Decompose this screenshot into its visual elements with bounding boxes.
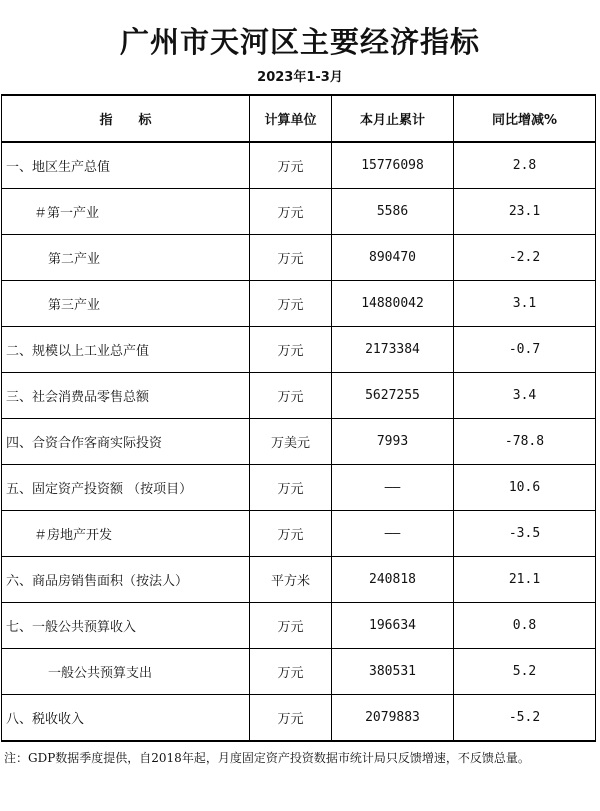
unit-cell: 平方米 [250,557,332,603]
cumulative-value: 380531 [332,649,454,695]
cumulative-value: —— [332,465,454,511]
unit-cell: 万元 [250,511,332,557]
yoy-change-value: 2.8 [454,142,596,189]
yoy-change-value: 5.2 [454,649,596,695]
indicator-table [1,94,596,742]
yoy-change-value: 3.1 [454,281,596,327]
indicator-name: ＃第一产业 [2,189,250,235]
indicator-name: 第三产业 [2,281,250,327]
footnote: 注：GDP数据季度提供，自2018年起，月度固定资产投资数据市统计局只反馈增速，不反馈总量。 [4,751,530,765]
table-header-row [2,95,596,142]
unit-cell: 万元 [250,373,332,419]
unit-cell: 万元 [250,649,332,695]
table-row [2,511,596,557]
cumulative-value: 14880042 [332,281,454,327]
header-indicator: 指 标 [2,95,250,142]
yoy-change-value: 3.4 [454,373,596,419]
indicator-name: 二、规模以上工业总产值 [2,327,250,373]
indicator-name: 一般公共预算支出 [2,649,250,695]
page-title: 广州市天河区主要经济指标 [119,25,480,59]
indicator-name: 六、商品房销售面积（按法人） [2,557,250,603]
table-row [2,695,596,742]
table-row [2,281,596,327]
yoy-change-value: 23.1 [454,189,596,235]
table-row [2,235,596,281]
indicator-name: 五、固定资产投资额 （按项目） [2,465,250,511]
yoy-change-value: -78.8 [454,419,596,465]
cumulative-value: 2079883 [332,695,454,742]
header-yoy-change: 同比增减% [454,95,596,142]
unit-cell: 万元 [250,327,332,373]
yoy-change-value: 0.8 [454,603,596,649]
yoy-change-value: -0.7 [454,327,596,373]
unit-cell: 万元 [250,695,332,742]
table-row [2,373,596,419]
table-row [2,649,596,695]
yoy-change-value: -3.5 [454,511,596,557]
cumulative-value: 196634 [332,603,454,649]
cumulative-value: 2173384 [332,327,454,373]
yoy-change-value: -2.2 [454,235,596,281]
cumulative-value: —— [332,511,454,557]
indicator-name: 四、合资合作客商实际投资 [2,419,250,465]
cumulative-value: 5627255 [332,373,454,419]
unit-cell: 万元 [250,142,332,189]
cumulative-value: 240818 [332,557,454,603]
header-unit: 计算单位 [250,95,332,142]
indicator-name: 第二产业 [2,235,250,281]
cumulative-value: 5586 [332,189,454,235]
unit-cell: 万元 [250,465,332,511]
table-body [2,142,596,741]
yoy-change-value: -5.2 [454,695,596,742]
yoy-change-value: 21.1 [454,557,596,603]
cumulative-value: 7993 [332,419,454,465]
table-row [2,603,596,649]
unit-cell: 万美元 [250,419,332,465]
table-row [2,465,596,511]
unit-cell: 万元 [250,189,332,235]
unit-cell: 万元 [250,603,332,649]
cumulative-value: 890470 [332,235,454,281]
report-period: 2023年1-3月 [257,70,343,85]
table-row [2,189,596,235]
indicator-name: 一、地区生产总值 [2,142,250,189]
header-cumulative: 本月止累计 [332,95,454,142]
indicator-name: 三、社会消费品零售总额 [2,373,250,419]
indicator-name: ＃房地产开发 [2,511,250,557]
unit-cell: 万元 [250,235,332,281]
table-row [2,557,596,603]
table-row [2,142,596,189]
unit-cell: 万元 [250,281,332,327]
indicator-name: 七、一般公共预算收入 [2,603,250,649]
table-row [2,327,596,373]
yoy-change-value: 10.6 [454,465,596,511]
cumulative-value: 15776098 [332,142,454,189]
indicator-name: 八、税收收入 [2,695,250,742]
table-row [2,419,596,465]
